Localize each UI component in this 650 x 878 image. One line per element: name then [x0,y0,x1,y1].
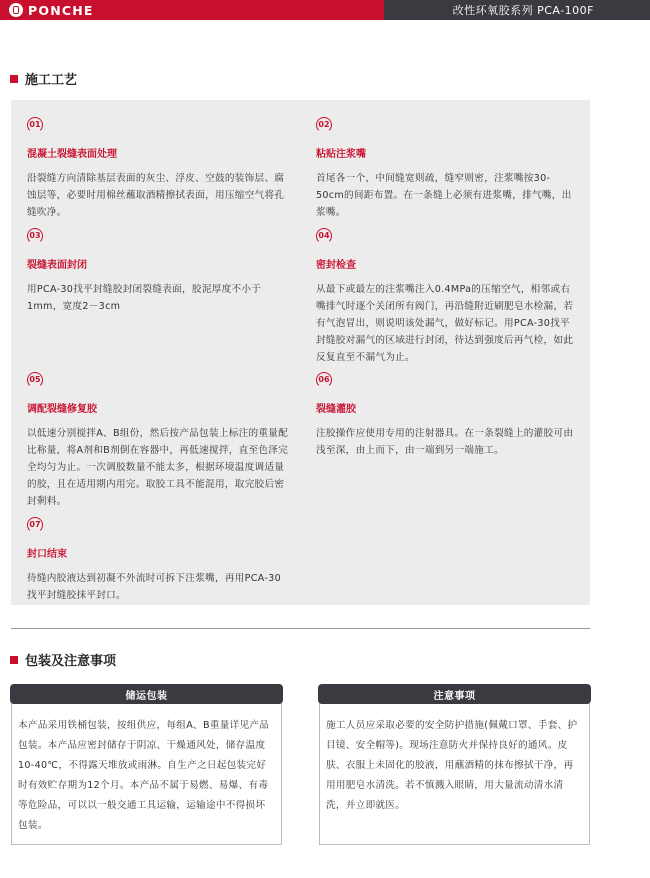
step-number-badge: 06 [316,372,332,388]
step-number-badge: 03 [27,228,43,244]
section-divider [11,628,590,629]
step-title: 调配裂缝修复胶 [27,404,97,415]
brand-name: PONCHE [28,2,94,18]
notes-box [319,685,590,845]
step-title: 封口结束 [27,549,67,560]
step-07 [27,517,289,604]
step-number-badge: 02 [316,117,332,133]
step-04 [316,228,578,366]
square-bullet-icon [10,656,18,664]
storage-box-title: 储运包装 [10,684,283,704]
step-title: 裂缝灌胶 [316,404,356,415]
product-series-title: 改性环氧胶系列 PCA-100F [452,4,594,17]
step-number-badge: 01 [27,117,43,133]
step-body: 待缝内胶液达到初凝不外流时可拆下注浆嘴，再用PCA-30找平封缝胶抹平封口。 [27,573,281,601]
process-panel [11,100,590,605]
square-bullet-icon [10,75,18,83]
step-01 [27,117,289,221]
step-title: 密封检查 [316,260,356,271]
step-title: 混凝土裂缝表面处理 [27,149,117,160]
step-number-badge: 07 [27,517,43,533]
step-05 [27,372,289,510]
step-number-badge: 05 [27,372,43,388]
step-body: 首尾各一个，中间缝宽则疏，缝窄则密，注浆嘴按30-50cm的间距布置。在一条缝上必须有进浆嘴，排气嘴，出浆嘴。 [316,173,572,218]
storage-box-body: 本产品采用铁桶包装，按组供应，每组A、B重量详见产品包装。本产品应密封储存于阴凉、干燥通风处，储存温度10-40℃，不得露天堆放或雨淋。自生产之日起包装完好时有效贮存期为12个月。本产品不属于易燃、易爆、有毒等危险品，可以以一般交通工具运输，运输途中不得损坏包装。 [18,720,270,831]
step-06 [316,372,578,459]
storage-box [11,685,282,845]
packaging-section-title [10,650,116,669]
notes-box-title: 注意事项 [318,684,591,704]
step-body: 以低速分别搅拌A、B组份，然后按产品包装上标注的重量配比称量，将A剂和B剂倒在容器中，再低速搅拌，直至色泽完全均匀为止。一次调胶数量不能太多，根据环境温度调适量的胶，且在适用期内用完。取胶工具不能混用，取完胶后密封剩料。 [27,428,289,507]
step-title: 裂缝表面封闭 [27,260,87,271]
step-body: 沿裂缝方向清除基层表面的灰尘、浮皮、空鼓的装饰层、腐蚀层等，必要时用棉丝蘸取酒精擦拭表面，用压缩空气将孔缝吹净。 [27,173,285,218]
step-02 [316,117,578,221]
process-section-title [10,69,77,88]
header-brand-bar [0,0,384,20]
header-title-bar [384,0,650,20]
step-title: 粘贴注浆嘴 [316,149,366,160]
step-body: 注胶操作应使用专用的注射器具。在一条裂缝上的灌胶可由浅至深，由上而下，由一端到另一端施工。 [316,428,574,456]
notes-box-body: 施工人员应采取必要的安全防护措施(佩戴口罩、手套、护目镜、安全帽等)。现场注意防火并保持良好的通风。皮肤、衣服上未固化的胶液，用蘸酒精的抹布擦拭干净，再用用肥皂水清洗。若不慎溅入眼睛，用大量流动清水清洗，并立即就医。 [326,720,578,811]
step-body: 用PCA-30找平封缝胶封闭裂缝表面，胶泥厚度不小于1mm，宽度2－3cm [27,284,262,312]
step-body: 从最下或最左的注浆嘴注入0.4MPa的压缩空气，相邻或右嘴排气时逐个关闭所有阀门，再沿缝附近刷肥皂水检漏，若有气泡冒出，则说明该处漏气，做好标记。用PCA-30找平封缝胶对漏气的区域进行封闭，待达到强度后再气检，如此反复直至不漏气为止。 [316,284,574,363]
packaging-section-label: 包装及注意事项 [25,654,117,669]
process-section-label: 施工工艺 [25,73,78,88]
step-03 [27,228,289,315]
ponche-logo-icon [9,3,23,17]
step-number-badge: 04 [316,228,332,244]
